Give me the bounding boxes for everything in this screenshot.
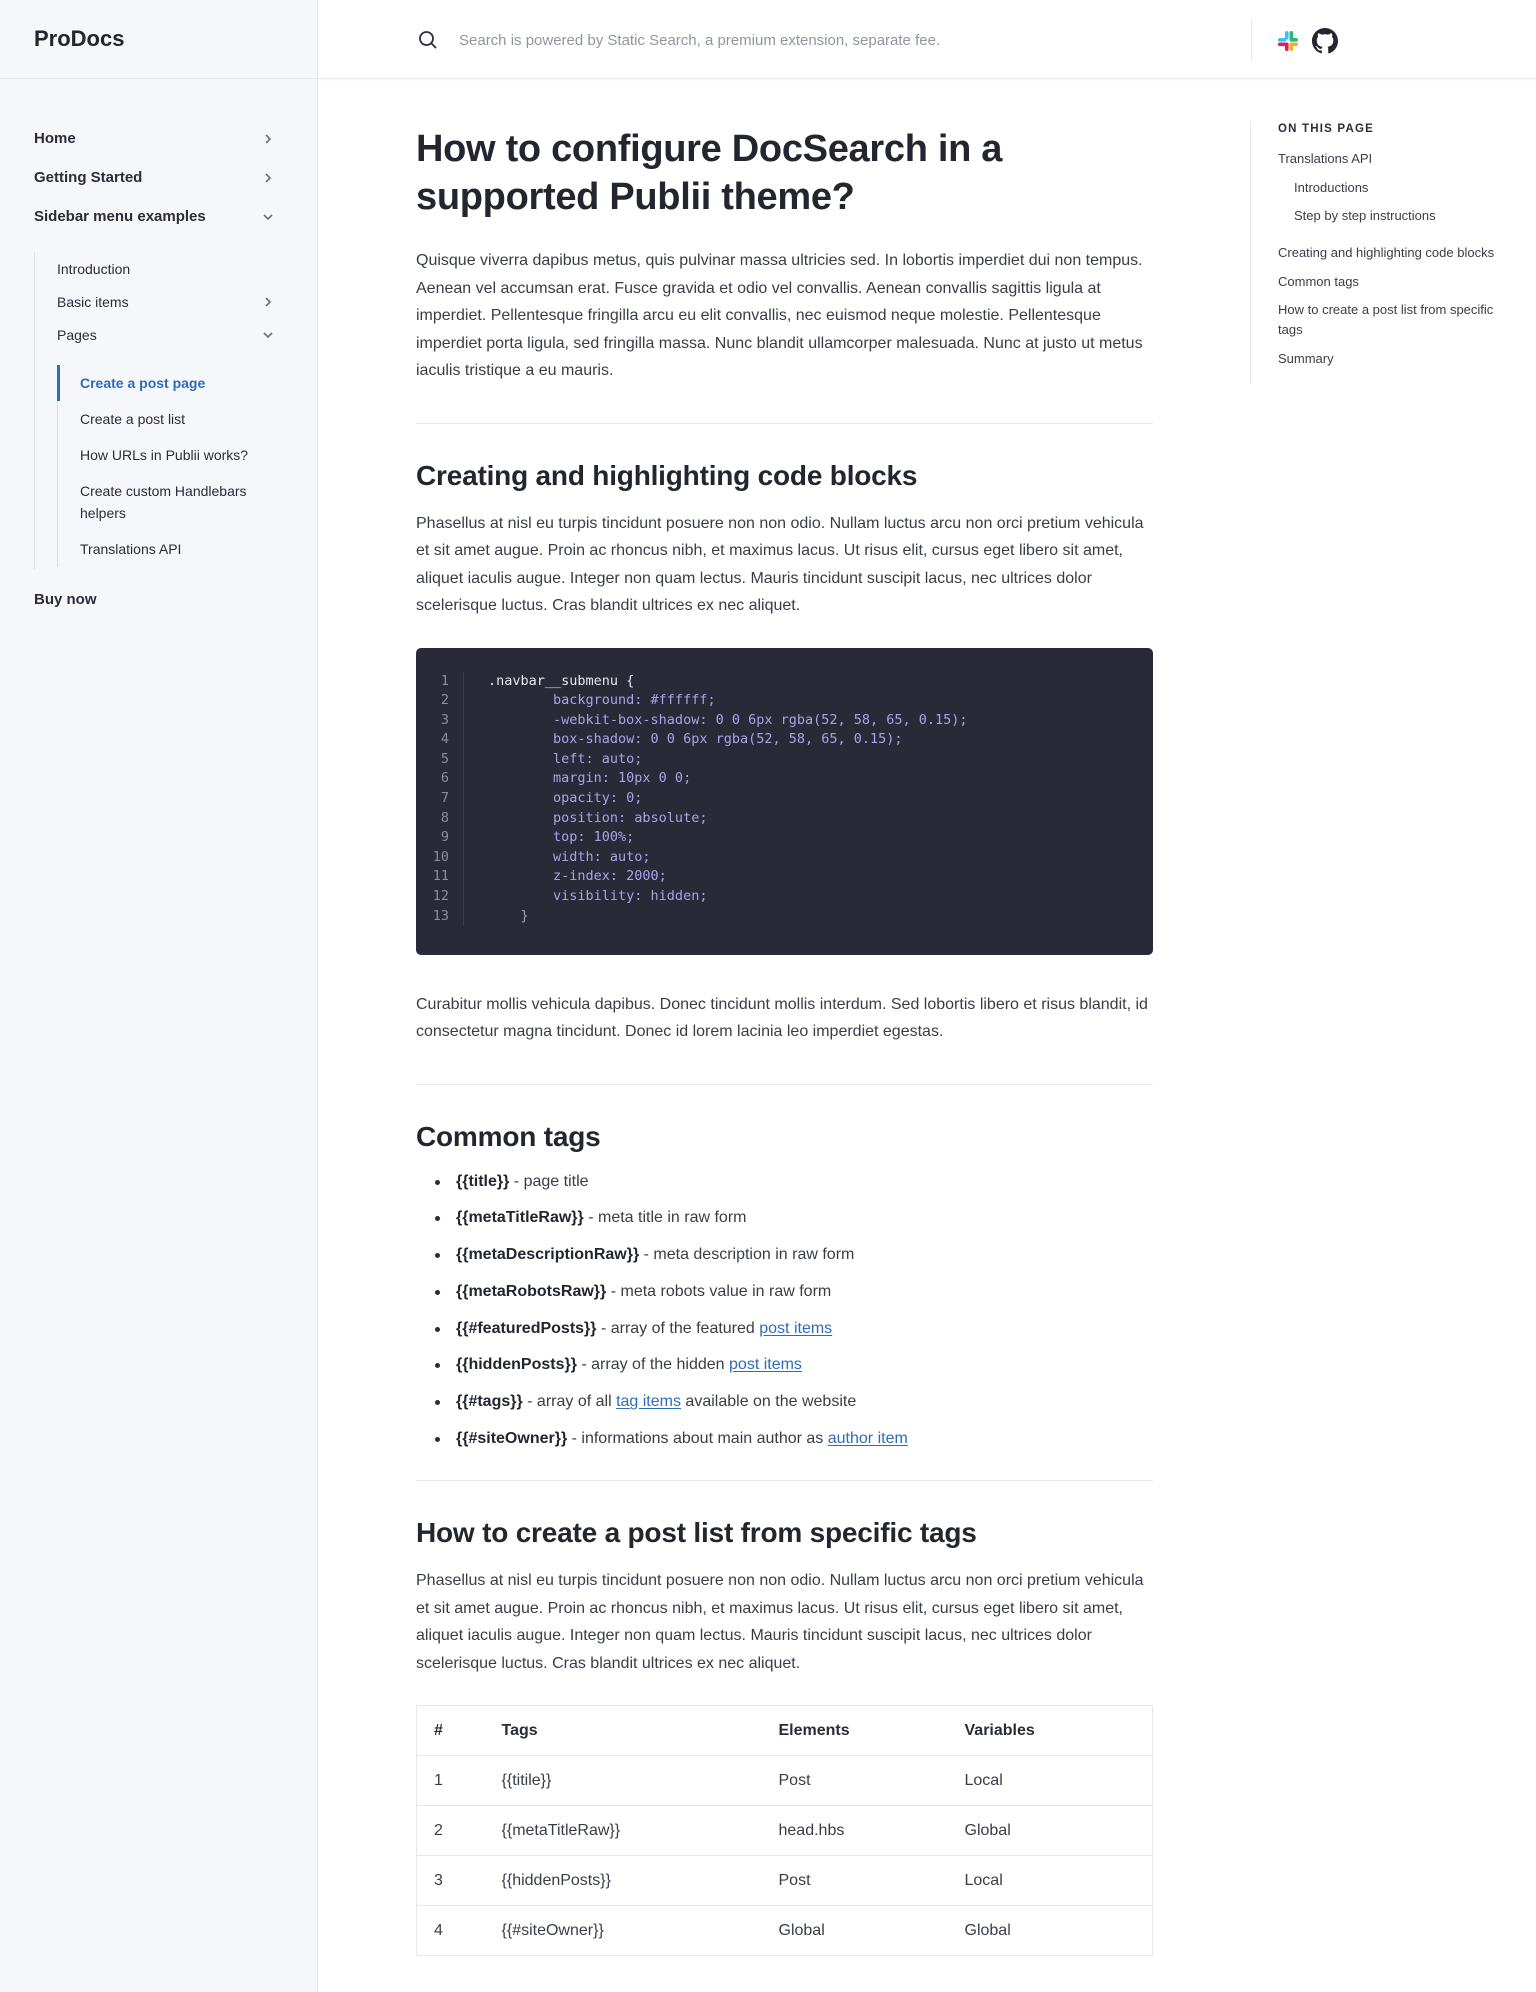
line-number: 6: [416, 769, 464, 789]
section-divider: [416, 423, 1153, 424]
table-cell: {{hiddenPosts}}: [502, 1856, 779, 1906]
table-cell: {{metaTitleRaw}}: [502, 1806, 779, 1856]
code-text: box-shadow: 0 0 6px rgba(52, 58, 65, 0.15);: [488, 731, 903, 748]
line-number: 11: [416, 867, 464, 887]
tag-description-tail: available on the website: [680, 1393, 857, 1411]
column-header: Elements: [779, 1706, 965, 1756]
section-divider: [416, 1480, 1153, 1481]
sidebar-item-create-post-list[interactable]: Create a post list: [80, 411, 186, 427]
tag-name: {{metaTitleRaw}}: [456, 1209, 584, 1227]
table-cell: Local: [965, 1856, 1153, 1906]
line-number: 2: [416, 691, 464, 711]
sidebar-item-label: Sidebar menu examples: [34, 208, 206, 225]
sidebar-item-basic-items[interactable]: [57, 285, 283, 318]
code-text: z-index: 2000;: [488, 868, 667, 885]
sidebar-item-pages[interactable]: [57, 318, 283, 351]
toc-item-post-list-from-tags[interactable]: How to create a post list from specific tags: [1278, 302, 1494, 338]
table-cell: Global: [779, 1906, 965, 1956]
heading-common-tags: Common tags: [416, 1120, 601, 1152]
sidebar-item-label: Home: [34, 130, 76, 147]
list-item: [416, 1318, 1153, 1340]
table-cell: Local: [965, 1756, 1153, 1806]
code-line: [416, 828, 1153, 848]
table-cell: {{titile}}: [502, 1756, 779, 1806]
table-cell: 3: [417, 1856, 502, 1906]
toc-item-summary[interactable]: Summary: [1278, 350, 1334, 366]
column-header: #: [417, 1706, 502, 1756]
code-line: [416, 711, 1153, 731]
after-code-paragraph: Curabitur mollis vehicula dapibus. Donec tincidunt mollis interdum. Sed lobortis libero et risus blandit, id consectetur magna tincidunt. Donec id lorem lacinia leo imperdiet egestas.: [416, 995, 1148, 1040]
code-line: [416, 730, 1153, 750]
code-text: }: [488, 907, 529, 924]
sidebar-item-create-post-page[interactable]: Create a post page: [58, 365, 283, 401]
table-cell: Post: [779, 1856, 965, 1906]
tag-description: - meta description in raw form: [639, 1246, 855, 1264]
chevron-down-icon: [261, 328, 275, 342]
search-icon[interactable]: [417, 29, 439, 51]
page-title: How to configure DocSearch in a supported Publii theme?: [416, 128, 1003, 218]
code-text: top: 100%;: [488, 829, 635, 846]
brand-logo[interactable]: ProDocs: [0, 0, 317, 79]
list-item: [416, 1207, 1153, 1229]
table-row: [417, 1856, 1153, 1906]
tag-name: {{#featuredPosts}}: [456, 1319, 597, 1337]
sidebar-nav: [0, 79, 317, 608]
chevron-right-icon: [261, 295, 275, 309]
section-divider: [416, 1084, 1153, 1085]
tag-description: - informations about main author as: [567, 1430, 828, 1448]
sidebar-item-getting-started[interactable]: [34, 158, 283, 197]
tag-name: {{#siteOwner}}: [456, 1430, 568, 1448]
table-cell: {{#siteOwner}}: [502, 1906, 779, 1956]
code-text: position: absolute;: [488, 809, 708, 826]
sidebar-item-how-urls-work[interactable]: How URLs in Publii works?: [80, 447, 249, 463]
code-block[interactable]: [416, 648, 1153, 955]
table-cell: 4: [417, 1906, 502, 1956]
code-text: margin: 10px 0 0;: [488, 770, 692, 787]
code-line: [416, 907, 1153, 927]
sidebar-item-translations-api[interactable]: Translations API: [80, 541, 182, 557]
tag-description: - page title: [509, 1172, 589, 1190]
code-line: [416, 809, 1153, 829]
table-cell: head.hbs: [779, 1806, 965, 1856]
toc-item-introductions[interactable]: Introductions: [1294, 179, 1369, 195]
list-item: [416, 1171, 1153, 1193]
list-item: [416, 1354, 1153, 1376]
toc-item-code-blocks[interactable]: Creating and highlighting code blocks: [1278, 245, 1495, 261]
post-list-paragraph: Phasellus at nisl eu turpis tincidunt posuere non non odio. Nullam luctus arcu non orci pretium vehicula et sit amet augue. Proin ac rhoncus nibh, et maximus lacus. Ut risus elit, cursus eget libero sit amet, aliquet iaculis augue. Integer non quam lectus. Mauris tincidunt suscipit lacus, nec ultrices dolor scelerisque luctus. Cras blandit ultrices ex nec aliquet.: [416, 1572, 1144, 1672]
tag-name: {{title}}: [456, 1172, 510, 1190]
header-divider: [1251, 19, 1252, 61]
author-item-link[interactable]: author item: [827, 1430, 908, 1448]
tags-list: [416, 1171, 1153, 1451]
code-line: [416, 867, 1153, 887]
tag-name: {{metaDescriptionRaw}}: [456, 1246, 640, 1264]
list-item: [416, 1391, 1153, 1413]
chevron-right-icon: [261, 132, 275, 146]
github-icon[interactable]: [1312, 28, 1338, 54]
tag-description: - meta robots value in raw form: [606, 1282, 832, 1300]
tag-items-link[interactable]: tag items: [616, 1393, 681, 1411]
code-text: left: auto;: [488, 750, 643, 767]
tag-description: - array of all: [522, 1393, 617, 1411]
tag-name: {{#tags}}: [456, 1393, 523, 1411]
line-number: 5: [416, 750, 464, 770]
chevron-down-icon: [261, 210, 275, 224]
code-text: -webkit-box-shadow: 0 0 6px rgba(52, 58, 65, 0.15);: [488, 711, 968, 728]
table-cell: 1: [417, 1756, 502, 1806]
sidebar-item-label: Introduction: [57, 260, 131, 277]
buy-now-link[interactable]: Buy now: [34, 591, 97, 608]
sidebar-item-label: Pages: [57, 326, 97, 343]
table-cell: Post: [779, 1756, 965, 1806]
table-cell: 2: [417, 1806, 502, 1856]
toc-item-common-tags[interactable]: Common tags: [1278, 273, 1359, 289]
code-text: .navbar__submenu {: [488, 672, 635, 689]
top-header: [319, 0, 1536, 79]
code-section-paragraph: Phasellus at nisl eu turpis tincidunt posuere non non odio. Nullam luctus arcu non orci pretium vehicula et sit amet augue. Proin ac rhoncus nibh, et maximus lacus. Ut risus elit, cursus eget libero sit amet, aliquet iaculis augue. Integer non quam lectus. Mauris tincidunt suscipit lacus, nec ultrices dolor scelerisque luctus. Cras blandit ultrices ex nec aliquet.: [416, 514, 1144, 614]
tag-description: - meta title in raw form: [583, 1209, 747, 1227]
code-line: [416, 848, 1153, 868]
tag-description: - array of the hidden: [576, 1356, 730, 1374]
code-text: opacity: 0;: [488, 790, 643, 807]
line-number: 1: [416, 672, 464, 692]
table-cell: Global: [965, 1906, 1153, 1956]
toc-item-translations-api[interactable]: Translations API: [1278, 151, 1373, 166]
slack-icon[interactable]: [1276, 29, 1300, 53]
line-number: 7: [416, 789, 464, 809]
on-this-page-toc: [1250, 121, 1510, 384]
line-number: 12: [416, 887, 464, 907]
sidebar-item-custom-handlebars-helpers[interactable]: Create custom Handlebars helpers: [80, 483, 247, 521]
main-content: [416, 79, 1153, 1956]
heading-post-list-from-tags: How to create a post list from specific tags: [416, 1517, 977, 1549]
code-line: [416, 789, 1153, 809]
post-items-link[interactable]: post items: [729, 1356, 802, 1374]
column-header: Tags: [502, 1706, 779, 1756]
list-item: [416, 1281, 1153, 1303]
sidebar-item-label: Getting Started: [34, 169, 143, 186]
code-line: [416, 672, 1153, 692]
code-text: width: auto;: [488, 848, 651, 865]
sidebar-item-label: Basic items: [57, 293, 129, 310]
code-line: [416, 691, 1153, 711]
table-row: [417, 1756, 1153, 1806]
intro-paragraph: Quisque viverra dapibus metus, quis pulvinar massa ultricies sed. In lobortis imperdiet dui non tempus. Aenean vel accumsan erat. Fusce gravida et odio vel convallis. Aenean convallis sagittis ligula at imperdiet. Pellentesque fringilla arcu eu elit convallis, nec euismod neque molestie. Pellentesque imperdiet porta ligula, sed fringilla massa. Nunc blandit ullamcorper malesuada. Nunc at justo ut metus iaculis tristique a eu mauris.: [416, 252, 1143, 379]
table-header-row: [417, 1706, 1153, 1756]
table-row: [417, 1806, 1153, 1856]
list-item: [416, 1428, 1153, 1450]
sidebar: [0, 0, 318, 1992]
sidebar-pages-submenu: [57, 365, 283, 567]
code-line: [416, 887, 1153, 907]
tag-name: {{metaRobotsRaw}}: [456, 1282, 607, 1300]
tags-table: [416, 1705, 1153, 1956]
sidebar-item-sidebar-menu-examples[interactable]: [34, 197, 283, 236]
sidebar-submenu: [34, 252, 283, 569]
search-input[interactable]: [459, 24, 1159, 56]
code-text: background: #ffffff;: [488, 692, 716, 709]
line-number: 10: [416, 848, 464, 868]
chevron-right-icon: [261, 171, 275, 185]
toc-item-step-by-step[interactable]: Step by step instructions: [1294, 208, 1436, 224]
code-text: visibility: hidden;: [488, 888, 708, 905]
heading-code-blocks: Creating and highlighting code blocks: [416, 459, 918, 491]
toc-title: ON THIS PAGE: [1278, 123, 1374, 135]
line-number: 13: [416, 907, 464, 927]
tag-name: {{hiddenPosts}}: [456, 1356, 577, 1374]
table-cell: Global: [965, 1806, 1153, 1856]
code-line: [416, 750, 1153, 770]
list-item: [416, 1244, 1153, 1266]
sidebar-item-home[interactable]: [34, 119, 283, 158]
line-number: 8: [416, 809, 464, 829]
line-number: 9: [416, 828, 464, 848]
code-line: [416, 769, 1153, 789]
line-number: 3: [416, 711, 464, 731]
column-header: Variables: [965, 1706, 1153, 1756]
sidebar-item-introduction[interactable]: [57, 252, 283, 285]
post-items-link[interactable]: post items: [759, 1319, 833, 1337]
tag-description: - array of the featured: [596, 1319, 760, 1337]
line-number: 4: [416, 730, 464, 750]
table-row: [417, 1906, 1153, 1956]
